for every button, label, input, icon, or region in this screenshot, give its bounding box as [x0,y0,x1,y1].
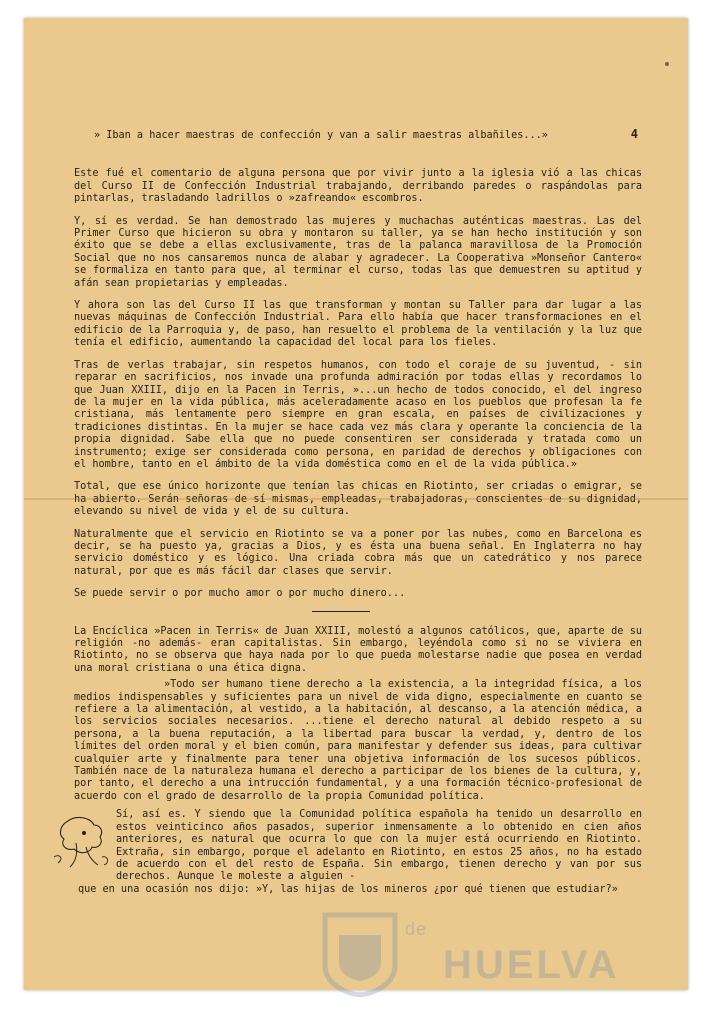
paragraph-1: Este fué el comentario de alguna persona que por vivir junto a la iglesia vió a las chicas del Curso II de Confección Industrial trabajando, derribando paredes o raspándolas para pintarlas, trasladando ladrillos o »zafreando« escombros. [74,168,642,205]
paragraph-3: Y ahora son las del Curso II las que transforman y montan su Taller para dar lugar a las nuevas máquinas de Confección Industrial. Para ello había que hacer transformaciones en el edificio de la Parroquia y, de paso, han resuelto el problema de la ventilación y la luz que tenía el edificio, aumentando la capacidad del local para los fieles. [74,300,642,349]
paragraph-7: Se puede servir o por mucho amor o por mucho dinero... [74,588,406,600]
paragraph-2: Y, sí es verdad. Se han demostrado las mujeres y muchachas auténticas maestras. Las del Primer Curso que hicieron su obra y montaron su taller, ya se han hecho institución y son éxito que se debe a ellas exclusivamente, tras de la palanca maravillosa de la Promoción Social que no nos cansaremos nunca de alabar y agradecer. La Cooperativa »Monseñor Cantero« se formaliza en tanto para que, al terminar el curso, todas las que demuestren su aptitud y afán sean propietarias y empleadas. [74,215,642,289]
paper-mark [665,62,669,66]
closing-block [74,809,642,883]
paragraph-6: Naturalmente que el servicio en Riotinto se va a poner por las nubes, como en Barcelona es decir, se ha puesto ya, gracias a Dios, y es ésta una buena señal. En Inglaterra no hay servicio doméstico y es lógico. Una criada cobra más que un catedrático y nos parece natural, por que es más fácil dar clases que servir. [74,528,642,577]
header-quote: » Iban a hacer maestras de confección y van a salir maestras albañiles...» [94,130,548,141]
encyclical-quote: »Todo ser humano tiene derecho a la existencia, a la integridad física, a los medios indispensables y suficientes para un nivel de vida digno, especialmente en cuanto se refiere a la alimentación, al vestido, a la habitación, al descanso, a la atención médica, a los servicios sociales necesarios. ...tiene el derecho natural al debido respeto a su persona, a la buena reputación, a la libertad para buscar la verdad, y, dentro de los límites del orden moral y el bien común, para manifestar y defender sus ideas, para cultivar cualquier arte y finalmente para tener una objetiva información de los sucesos públicos. También nace de la naturaleza humana el derecho a participar de los bienes de la cultura, y, por tanto, el derecho a una intrucción fundamental, y a una formación técnico-profesional de acuerdo con el grado de desarrollo de la propia Comunidad política. [74,679,642,802]
header-line [74,128,642,142]
page-number: 4 [630,127,638,141]
paragraph-4: Tras de verlas trabajar, sin respetos humanos, con todo el coraje de su juventud, - sin reparar en sacrificios, nos invade una profunda admiración por todas ellas y recordamos lo que Juan XXIII, dijo en la Pacen in Terris, »...un hecho de todos conocido, el del ingreso de la mujer en la vida pública, más aceleradamente acaso en los pueblos que profesan la fe cristiana, más lentamente pero siempre en gran escala, en países de civilizaciones y tradiciones distintas. En la mujer se hace cada vez más clara y operante la conciencia de la propia dignidad. Sabe ella que no puede consentiren ser considerada y tratada como un instrumento; exige ser considerada como persona, en paridad de derechos y obligaciones con el hombre, tanto en el ámbito de la vida doméstica como en el de la vida pública.» [74,359,642,470]
section-divider [312,611,370,612]
closing-paragraph: Sí, así es. Y siendo que la Comunidad política española ha tenido un desarrollo en estos veinticinco años pasados, superior inmensamente a lo obtenido en cien años anteriores, es natural que ocurra lo que con la mujer está ocurriendo en Riotinto. Extraña, sin embargo, porque el adelanto en Riotinto, en estos 25 años, no ha estado de acuerdo con el del resto de España. Sin embargo, tienen derecho y van por sus derechos. Aunque le moleste a alguien - [116,809,642,883]
doodle-sketch [46,813,114,873]
watermark-text-large: HUELVA [443,943,620,987]
watermark-text-small: de [405,919,428,939]
paper-sheet [24,18,688,990]
document-body [74,128,642,906]
encyclical-paragraph: La Encíclica »Pacen in Terris« de Juan XXIII, molestó a algunos católicos, que, aparte de su religión -no además- eran capitalistas. Sin embargo, leyéndola como si no se viviera en Riotinto, no se observa que haya nada por lo que pueda molestarse nadie que posea en verdad una moral cristiana o una ética digna. [74,625,642,674]
closing-last-line: que en una ocasión nos dijo: »Y, las hijas de los mineros ¿por qué tienen que estudiar?» [78,883,618,895]
paragraph-5: Total, que ese único horizonte que tenían las chicas en Riotinto, ser criadas o emigrar, se ha abierto. Serán señoras de sí mismas, empleadas, trabajadoras, conscientes de su dignidad, elevando su nivel de vida y el de su cultura. [74,481,642,518]
